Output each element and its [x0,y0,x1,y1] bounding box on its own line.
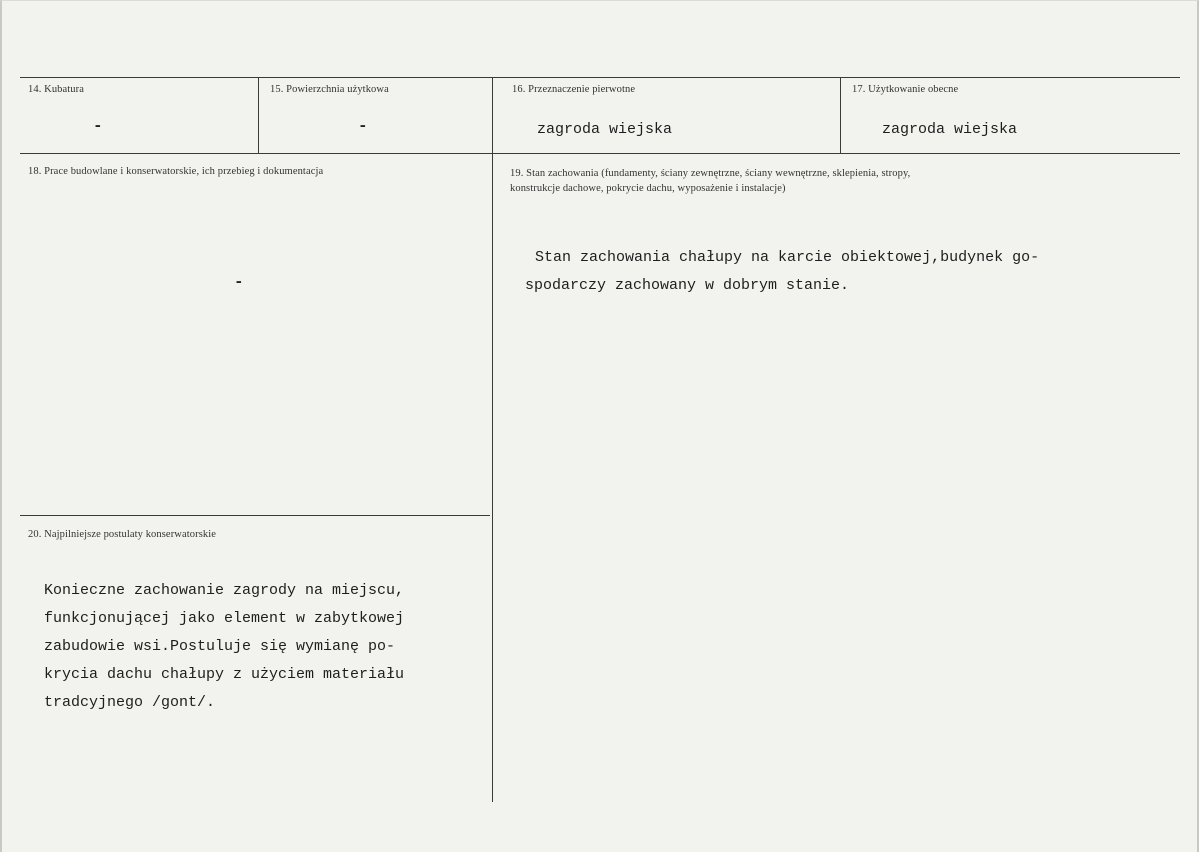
field-18-value: - [234,273,244,291]
field-15-label: 15. Powierzchnia użytkowa [270,84,389,95]
field-19-label-line1: 19. Stan zachowania (fundamenty, ściany zewnętrzne, ściany wewnętrzne, sklepienia, stropy, [510,168,911,179]
field-18-label: 18. Prace budowlane i konserwatorskie, ich przebieg i dokumentacja [28,166,324,177]
field-20-text-line3: zabudowie wsi.Postuluje się wymianę po- [44,638,396,655]
col-divider-2 [840,77,841,153]
field-19-text-line2: spodarczy zachowany w dobrym stanie. [525,277,850,294]
field-16-value: zagroda wiejska [537,121,673,138]
field-20-label: 20. Najpilniejsze postulaty konserwatorskie [28,529,217,540]
field-19-text-line1: Stan zachowania chałupy na karcie obiektowej,budynek go- [535,249,1040,266]
top-rule [20,77,1180,78]
field-20-text-line1: Konieczne zachowanie zagrody na miejscu, [44,582,405,599]
row-divider-1 [20,153,1180,154]
field-19-label-line2: konstrukcje dachowe, pokrycie dachu, wyposażenie i instalacje) [510,183,786,194]
row-divider-2 [20,515,490,516]
field-20-text-line2: funkcjonującej jako element w zabytkowej [44,610,405,627]
col-divider-1 [258,77,259,153]
field-15-value: - [358,117,368,135]
field-16-label: 16. Przeznaczenie pierwotne [512,84,636,95]
center-divider [492,77,493,802]
field-17-value: zagroda wiejska [882,121,1018,138]
field-20-text-line5: tradcyjnego /gont/. [44,694,216,711]
field-14-value: - [93,117,103,135]
field-17-label: 17. Użytkowanie obecne [852,84,959,95]
field-14-label: 14. Kubatura [28,84,85,95]
field-20-text-line4: krycia dachu chałupy z użyciem materiału [44,666,405,683]
